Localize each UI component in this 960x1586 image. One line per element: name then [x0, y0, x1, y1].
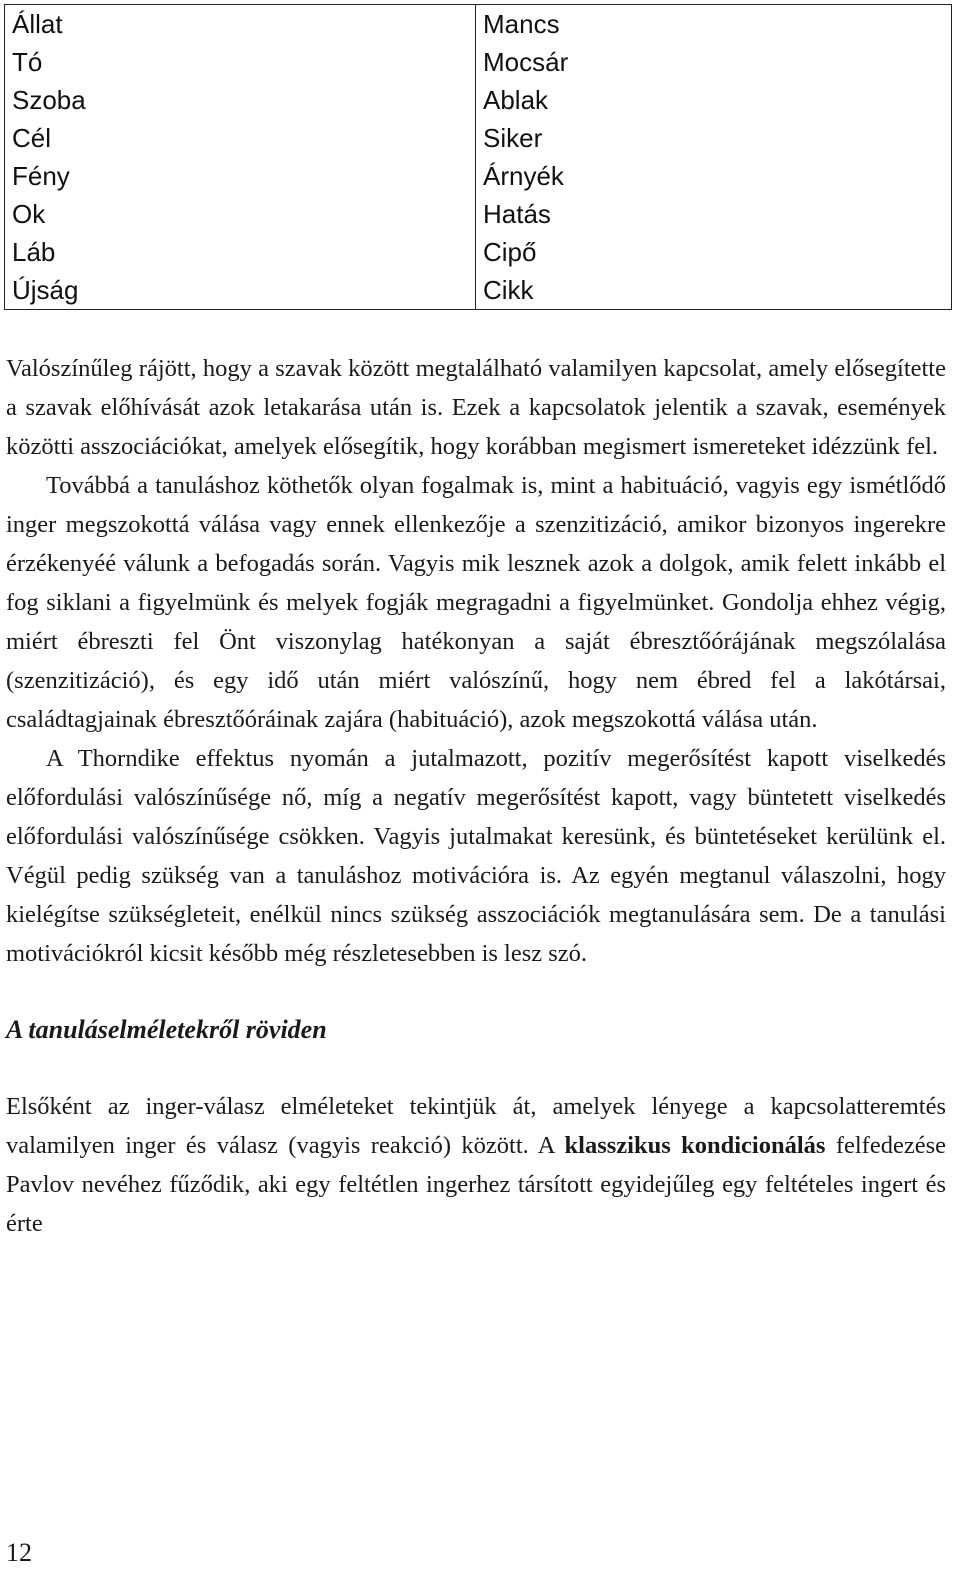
table-cell: Hatás — [476, 195, 952, 233]
paragraph-text: felfedezése Pavlov nevéhez fűződik, aki egy feltétlen ingerhez társított egyidejűleg egy feltételes ingert és érte — [6, 1132, 946, 1237]
table-cell: Cipő — [476, 233, 952, 271]
bold-term: klasszikus kondicionálás — [564, 1132, 826, 1159]
page-number: 12 — [6, 1538, 32, 1567]
table-cell: Szoba — [5, 81, 476, 119]
table-row — [5, 195, 952, 233]
table-cell: Fény — [5, 157, 476, 195]
paragraph-text: Elsőként az inger-válasz elméleteket tekintjük át, amelyek lényege a kapcsolatteremtés valamilyen inger és válasz (vagyis reakció) között. A — [6, 1093, 946, 1159]
table-row — [5, 157, 952, 195]
table-cell: Mancs — [476, 5, 952, 44]
table-cell: Cikk — [476, 271, 952, 310]
table-cell: Siker — [476, 119, 952, 157]
paragraph-stimulus-response — [6, 1087, 946, 1243]
section-heading: A tanuláselméletekről röviden — [6, 1015, 327, 1044]
table-cell: Ok — [5, 195, 476, 233]
table-cell: Láb — [5, 233, 476, 271]
paragraph-habituation: Továbbá a tanuláshoz köthetők olyan fogalmak is, mint a habituáció, vagyis egy ismétlődő inger megszokottá válása vagy ennek ellenkezője a szenzitizáció, amikor bizonyos ingerekre érzékenyéé válunk a befogadás során. Vagyis mik lesznek azok a dolgok, amik felett inkább el fog siklani a figyelmünk és melyek fogják megragadni a figyelmünket. Gondolja ehhez végig, miért ébreszti fel Önt viszonylag hatékonyan a saját ébresztőórájának megszólalása (szenzitizáció), és egy idő után miért valószínű, hogy nem ébred fel a lakótársai, családtagjainak ébresztőóráinak zajára (habituáció), azok megszokottá válása után. — [6, 472, 946, 733]
table-cell: Mocsár — [476, 43, 952, 81]
table-row — [5, 5, 952, 44]
document-page — [6, 4, 946, 1243]
table-cell: Tó — [5, 43, 476, 81]
table-row — [5, 119, 952, 157]
paragraph-associations: Valószínűleg rájött, hogy a szavak között megtalálható valamilyen kapcsolat, amely elősegítette a szavak előhívását azok letakarása után is. Ezek a kapcsolatok jelentik a szavak, események közötti asszociációkat, amelyek elősegítik, hogy korábban megismert ismereteket idézzünk fel. — [6, 355, 946, 460]
word-pair-table — [4, 4, 952, 310]
table-cell: Cél — [5, 119, 476, 157]
table-cell: Állat — [5, 5, 476, 44]
paragraph-thorndike: A Thorndike effektus nyomán a jutalmazott, pozitív megerősítést kapott viselkedés előfordulási valószínűsége nő, míg a negatív megerősítést kapott, vagy büntetett viselkedés előfordulási valószínűsége csökken. Vagyis jutalmakat keresünk, és büntetéseket kerülünk el. Végül pedig szükség van a tanuláshoz motivációra is. Az egyén megtanul válaszolni, hogy kielégítse szükségleteit, enélkül nincs szükség asszociációk megtanulására sem. De a tanulási motivációkról kicsit később még részletesebben is lesz szó. — [6, 745, 946, 967]
table-row — [5, 233, 952, 271]
table-cell: Újság — [5, 271, 476, 310]
table-row — [5, 271, 952, 310]
table-cell: Árnyék — [476, 157, 952, 195]
table-row — [5, 43, 952, 81]
table-row — [5, 81, 952, 119]
table-cell: Ablak — [476, 81, 952, 119]
